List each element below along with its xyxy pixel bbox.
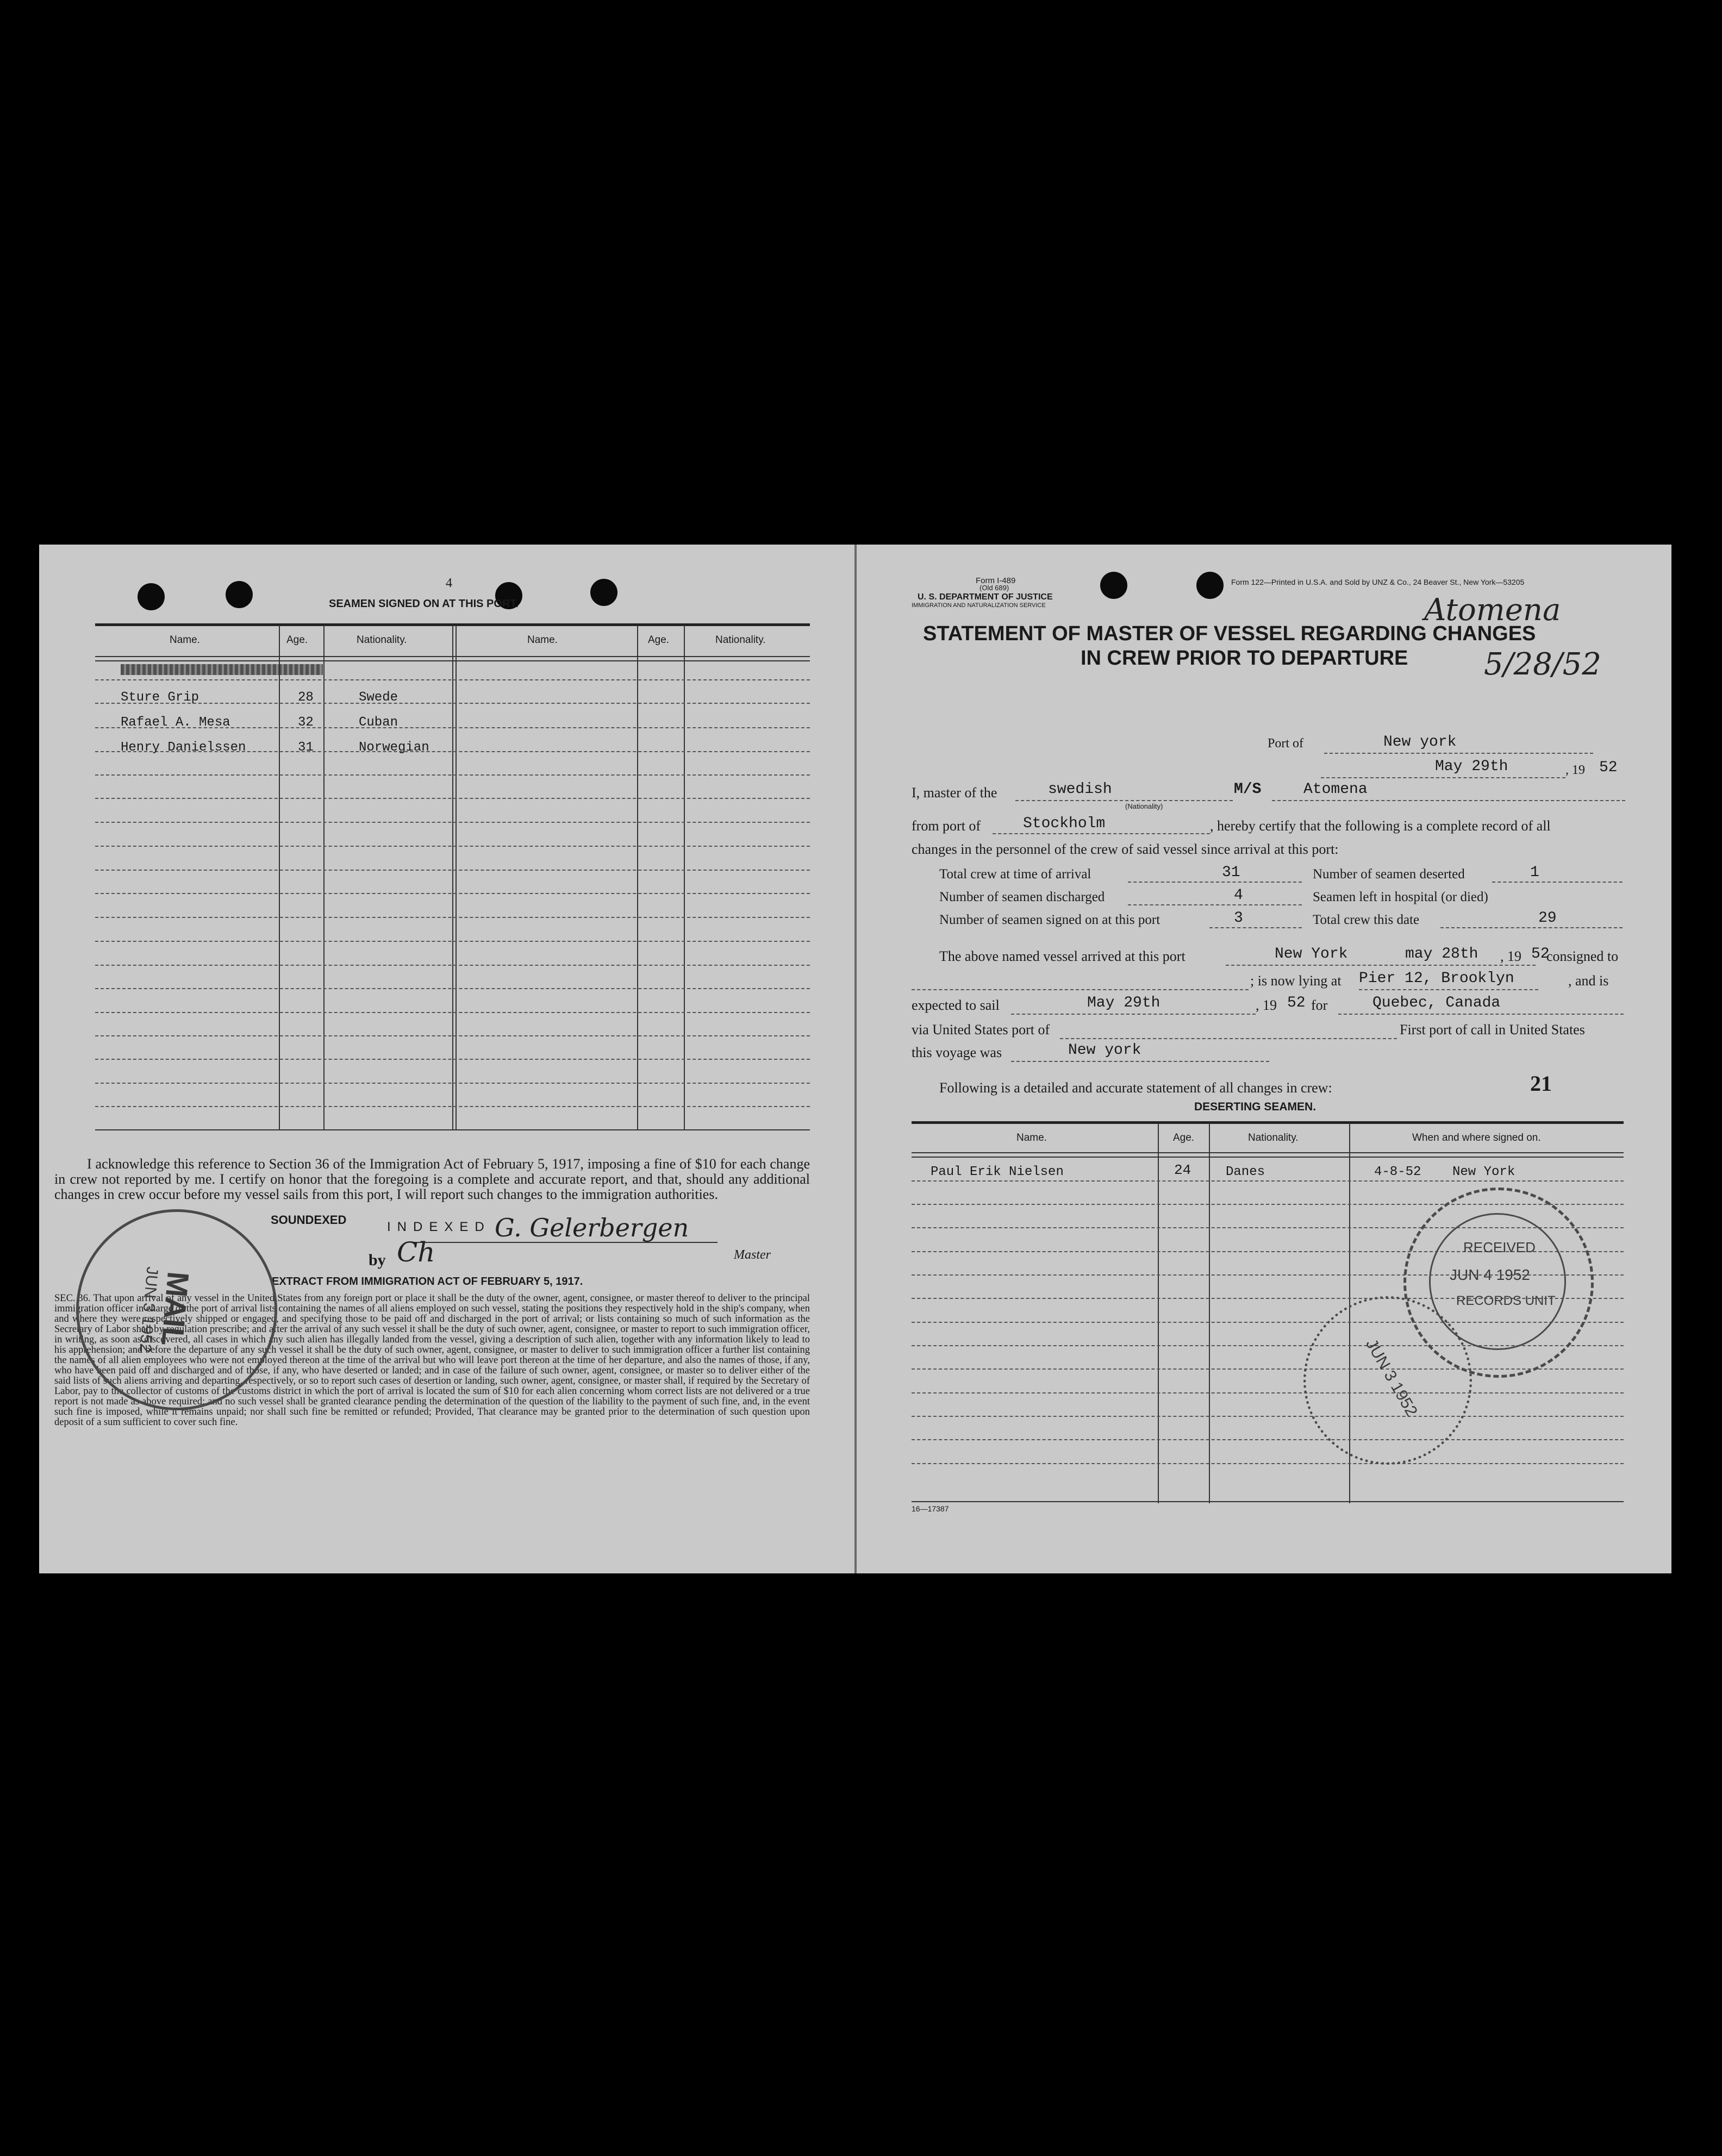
arrived-port: New York <box>1275 946 1348 963</box>
page-mark: 21 <box>1530 1071 1552 1096</box>
signed-on-label: Number of seamen signed on at this port <box>939 913 1161 927</box>
column-header: Age. <box>648 634 670 646</box>
table-row-age: 31 <box>298 740 314 755</box>
column-header: Name. <box>170 634 200 646</box>
nationality-caption: (Nationality) <box>1125 802 1163 810</box>
lying-value: Pier 12, Brooklyn <box>1359 970 1514 987</box>
handwritten-ship-name: Atomena <box>1424 592 1561 628</box>
acknowledgment-text: I acknowledge this reference to Section 36 of the Immigration Act of February 5, 1917, imposing a fine of $10 for each change in crew not reported by me. I certify on honor that the foregoing is a complete and accurate report, and that, should any additional changes in crew occur before my vessel sails from this port, I will report such changes to the immigration authorities. <box>54 1156 810 1202</box>
column-header: Age. <box>286 634 308 646</box>
footer-code: 16—17387 <box>912 1504 949 1513</box>
table-row-nationality: Norwegian <box>359 740 429 755</box>
table-row-nationality: Swede <box>359 690 398 705</box>
table-row-nationality: Cuban <box>359 715 398 730</box>
page-number: 4 <box>446 576 452 590</box>
column-header: Name. <box>527 634 558 646</box>
table-row-name: Rafael A. Mesa <box>121 715 230 730</box>
table-row-name: Sture Grip <box>121 690 199 705</box>
punch-hole <box>1100 572 1127 599</box>
column-header: Name. <box>1016 1132 1047 1143</box>
deserted-value: 1 <box>1530 864 1539 881</box>
arrived-year: 52 <box>1531 946 1550 963</box>
total-crew-date-label: Total crew this date <box>1313 913 1420 927</box>
initials-signature: Ch <box>397 1236 435 1268</box>
form-number: Form I-489 <box>976 576 1016 585</box>
column-header: Nationality. <box>1248 1132 1299 1143</box>
department-name: U. S. DEPARTMENT OF JUSTICE <box>918 592 1053 602</box>
extract-text: SEC. 36. That upon arrival of any vessel in the United States from any foreign port or place it shall be the duty of the owner, agent, consignee, or master thereof to deliver to the principal immigration officer in charge of the port of arrival lists containing the names of all aliens employed on such vessel, stating the positions they respectively hold in the ship's company, when and where they were respectively shipped or engaged, and specifying those to be paid off and discharged in the port of arrival; or lists containing so much of such information as the Secretary of Labor shall by regulation prescribe; and after the arrival of any such vessel it shall be the duty of such owner, agent, consignee, or master to report to such immigration officer, in writing, as soon as discovered, all cases in which any such alien has illegally landed from the vessel, giving a description of such alien, together with any information likely to lead to his apprehension; and before the departure of any such vessel it shall be the duty of such owner, agent, consignee, or master to deliver to such immigration officer a further list containing the names of all alien employees who were not employed thereon at the time of the arrival but who will leave port thereon at the time of her departure, and also the names of those, if any, who have been paid off and discharged and of those, if any, who have deserted or landed; and in case of the failure of such owner, agent, consignee, or master so to deliver either of the said lists of such aliens arriving and departing, respectively, or so to report such cases of desertion or landing, such owner, agent, consignee, or master shall, if required by the Secretary of Labor, pay to the collector of customs of the customs district in which the port of arrival is located the sum of $10 for each alien concerning whom correct lists are not delivered or a true report is not made as above required; and no such vessel shall be granted clearance pending the determination of the question of the liability to the payment of such fine, and, in the event such fine is imposed, while it remains unpaid; nor shall such fine be remitted or refunded; Provided, That clearance may be granted prior to the determination of such question upon deposit of a sum sufficient to cover such fine. <box>54 1293 810 1428</box>
from-port-value: Stockholm <box>1023 815 1106 832</box>
printer-line: Form 122—Printed in U.S.A. and Sold by UNZ & Co., 24 Beaver St., New York—53205 <box>1231 578 1525 586</box>
port-value: New york <box>1383 734 1457 751</box>
column-header: Nationality. <box>357 634 407 646</box>
hospital-label: Seamen left in hospital (or died) <box>1313 890 1488 904</box>
table-row-age: 32 <box>298 715 314 730</box>
deserting-title: DESERTING SEAMEN. <box>1194 1101 1317 1113</box>
for-value: Quebec, Canada <box>1372 995 1501 1011</box>
handwritten-date: 5/28/52 <box>1484 647 1601 682</box>
table-row-when: 4-8-52 <box>1374 1165 1421 1179</box>
form-title: STATEMENT OF MASTER OF VESSEL REGARDING CHANGES <box>923 622 1536 645</box>
date-value: May 29th <box>1435 758 1508 775</box>
from-port-label: from port of <box>912 818 981 834</box>
page-fold <box>854 545 857 1573</box>
port-label: Port of <box>1268 736 1303 751</box>
discharged-label: Number of seamen discharged <box>939 890 1105 904</box>
extract-title: EXTRACT FROM IMMIGRATION ACT OF FEBRUARY 5, 1917. <box>272 1276 583 1288</box>
changes-text: changes in the personnel of the crew of said vessel since arrival at this port: <box>912 841 1339 857</box>
nationality-value: swedish <box>1048 781 1112 798</box>
punch-hole <box>590 579 617 606</box>
deserted-label: Number of seamen deserted <box>1313 867 1465 882</box>
master-of-label: I, master of the <box>912 785 997 801</box>
lying-label: ; is now lying at <box>1250 973 1342 989</box>
master-signature: G. Gelerbergen <box>495 1213 689 1242</box>
master-label: Master <box>734 1248 771 1262</box>
certify-text: , hereby certify that the following is a complete record of all <box>1210 818 1551 834</box>
punch-hole <box>226 581 253 608</box>
table-row-where: New York <box>1452 1165 1515 1179</box>
voyage-value: New york <box>1068 1042 1141 1059</box>
section-title: SEAMEN SIGNED ON AT THIS PORT. <box>329 598 519 610</box>
soundexed-stamp: SOUNDEXED <box>271 1213 347 1227</box>
table-row-name: Paul Erik Nielsen <box>931 1165 1064 1179</box>
expected-date: May 29th <box>1087 995 1161 1011</box>
jun-stamp: JUN 3 1952 <box>1272 1265 1502 1495</box>
struck-entry <box>121 664 323 675</box>
arrived-year-prefix: , 19 <box>1500 948 1521 964</box>
punch-hole <box>138 583 165 610</box>
table-row-name: Henry Danielssen <box>121 740 246 755</box>
year-prefix: , 19 <box>1565 763 1585 777</box>
signed-on-value: 3 <box>1234 910 1243 927</box>
received-stamp: RECEIVED JUN 4 1952 RECORDS UNIT <box>1403 1188 1594 1378</box>
discharged-value: 4 <box>1234 887 1243 904</box>
and-is-label: , and is <box>1568 973 1609 989</box>
column-header: Nationality. <box>715 634 766 646</box>
vessel-name: Atomena <box>1303 781 1368 798</box>
service-name: IMMIGRATION AND NATURALIZATION SERVICE <box>912 602 1046 609</box>
total-crew-date-value: 29 <box>1538 910 1557 927</box>
punch-hole <box>1196 572 1224 599</box>
total-crew-arrival: 31 <box>1222 864 1240 881</box>
expected-label: expected to sail <box>912 997 1000 1013</box>
via-label: via United States port of <box>912 1022 1050 1038</box>
vessel-type: M/S <box>1234 781 1262 798</box>
form-old-number: (Old 689) <box>979 584 1009 592</box>
table-row-age: 24 <box>1174 1162 1191 1178</box>
first-call-label: First port of call in United States <box>1400 1022 1585 1038</box>
for-label: for <box>1311 997 1328 1013</box>
column-header: When and where signed on. <box>1412 1132 1541 1143</box>
table-row-age: 28 <box>298 690 314 705</box>
total-crew-arrival-label: Total crew at time of arrival <box>939 867 1091 882</box>
table-row-nationality: Danes <box>1226 1165 1265 1179</box>
expected-year-prefix: , 19 <box>1256 997 1277 1013</box>
mail-stamp: MAIL JUN 3 1952 <box>68 1201 286 1419</box>
form-title-line2: IN CREW PRIOR TO DEPARTURE <box>1081 647 1408 670</box>
by-label: by <box>369 1251 386 1269</box>
arrived-date: may 28th <box>1405 946 1478 963</box>
voyage-label: this voyage was <box>912 1045 1002 1060</box>
consigned-label: consigned to <box>1546 948 1619 964</box>
column-header: Age. <box>1173 1132 1195 1143</box>
following-label: Following is a detailed and accurate statement of all changes in crew: <box>939 1080 1332 1096</box>
expected-year: 52 <box>1287 995 1306 1011</box>
year-value: 52 <box>1599 759 1618 776</box>
arrived-label: The above named vessel arrived at this port <box>939 948 1186 964</box>
indexed-stamp: INDEXED <box>387 1220 491 1234</box>
